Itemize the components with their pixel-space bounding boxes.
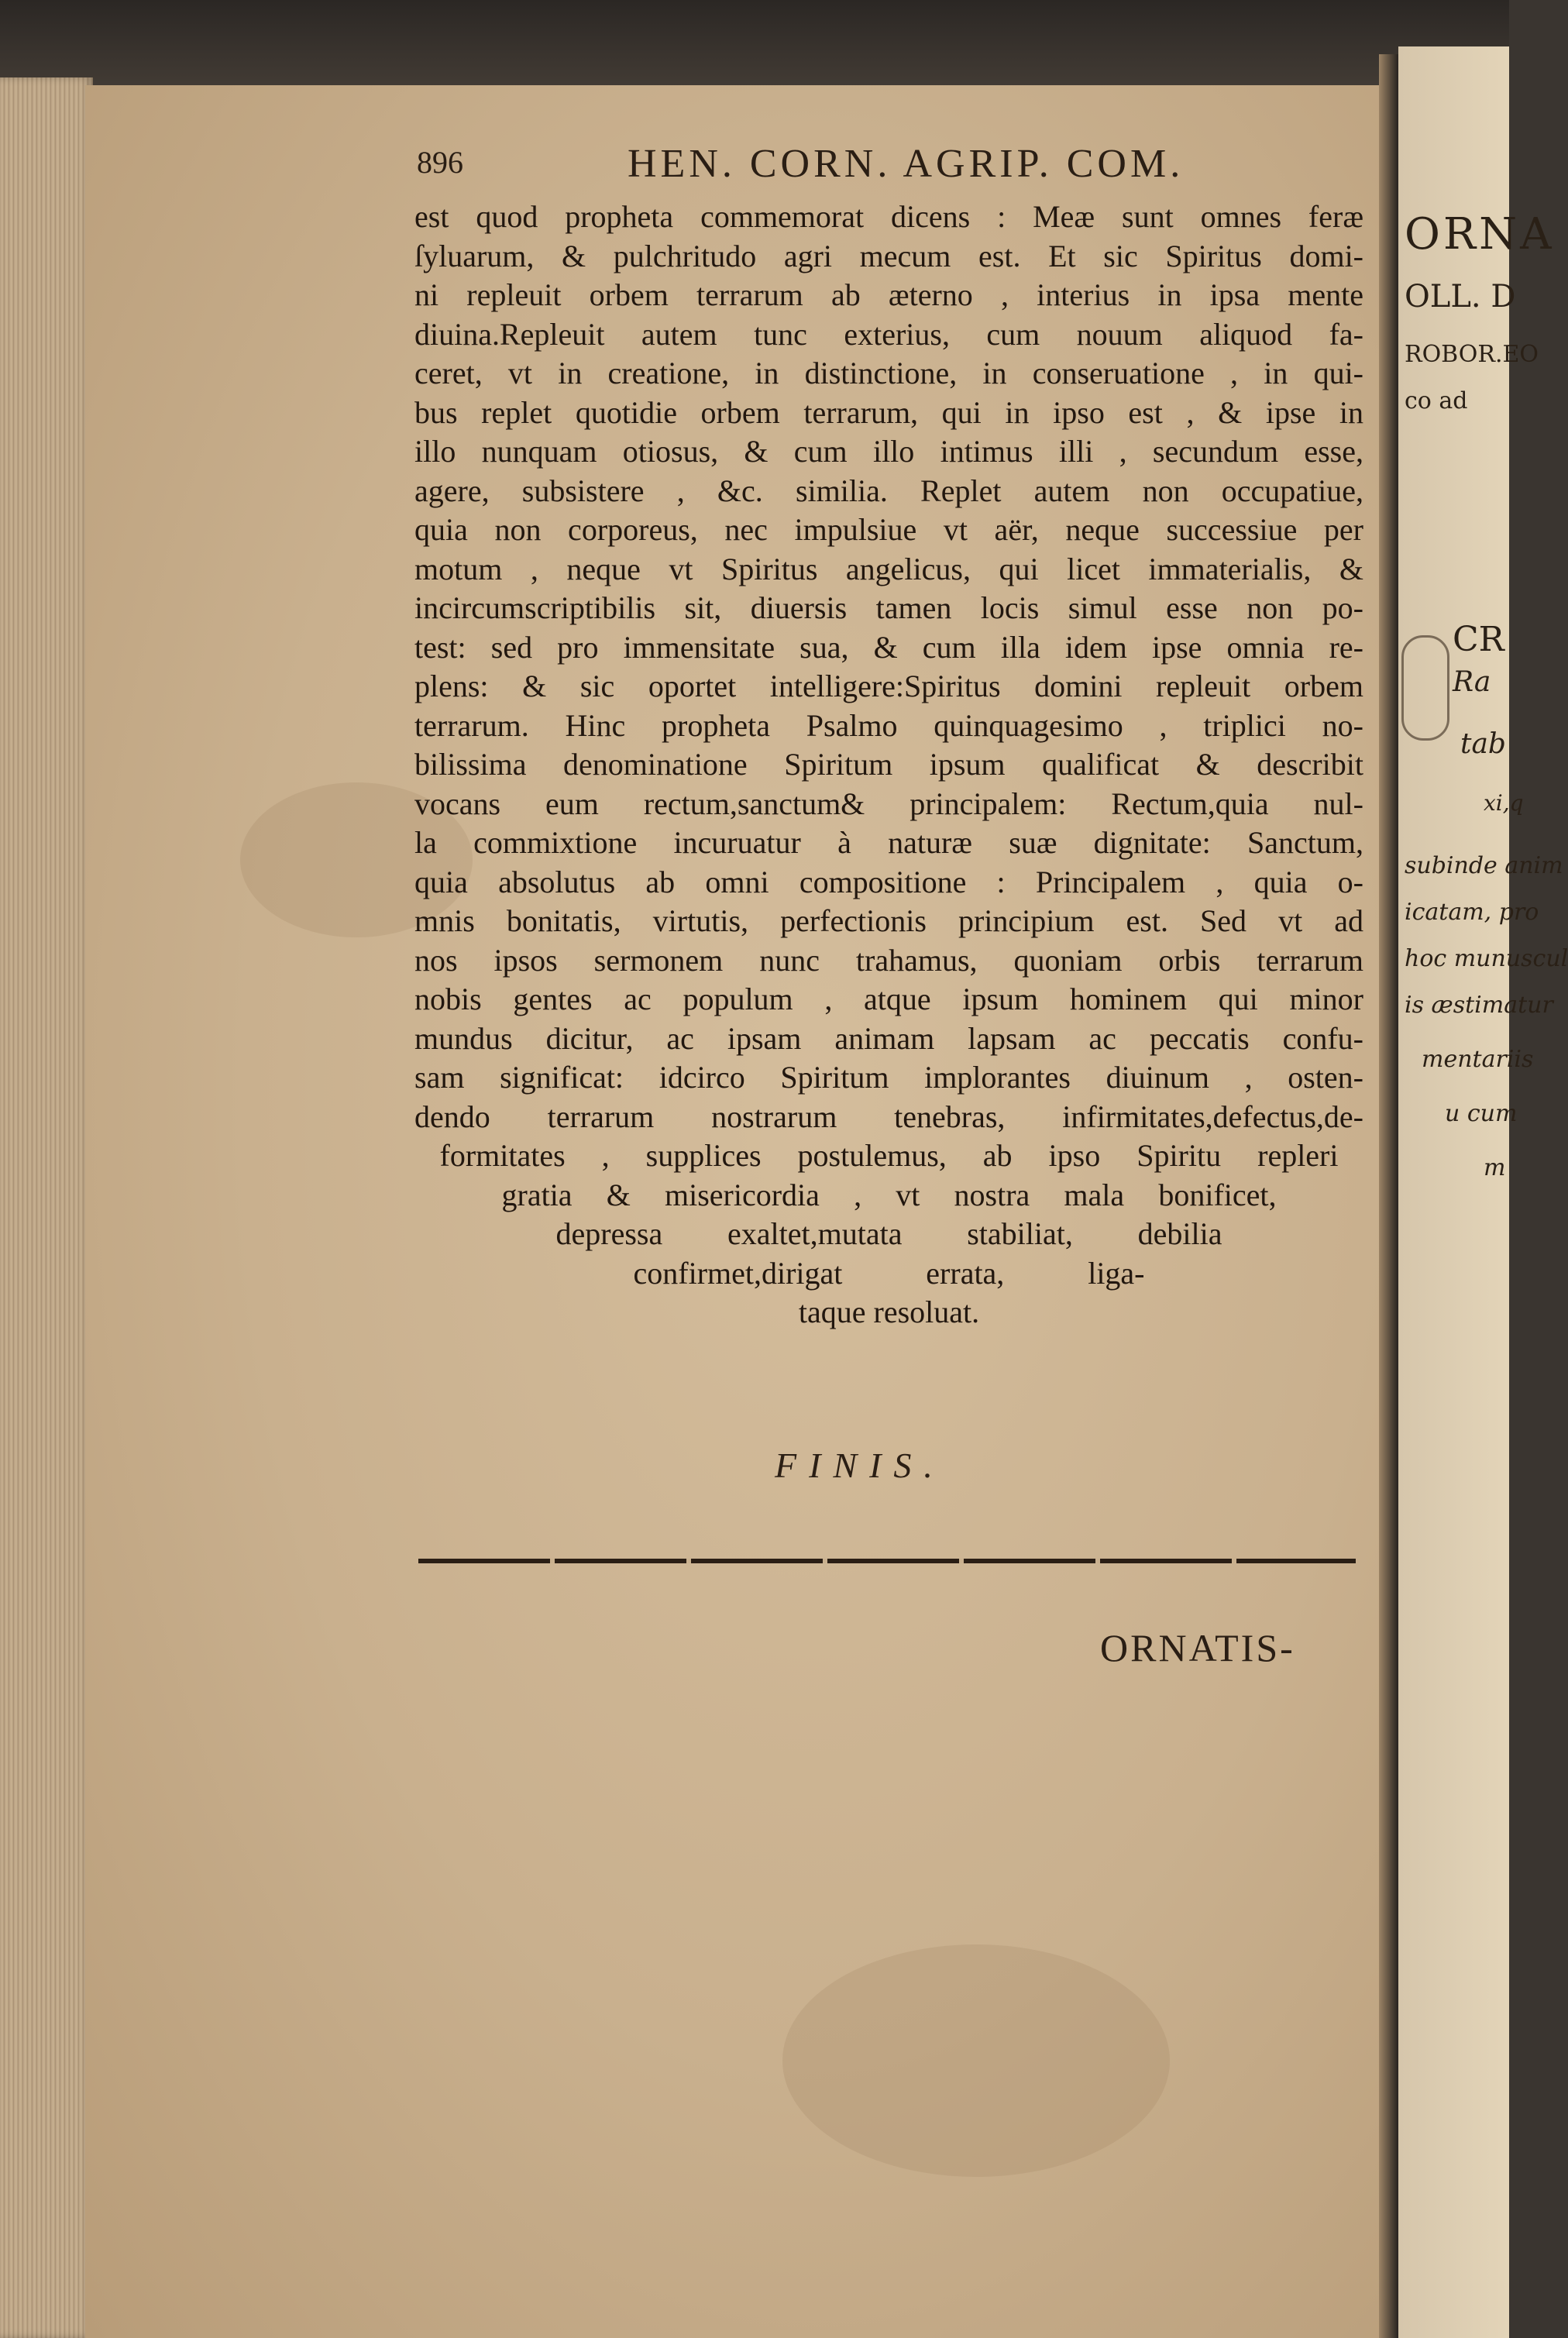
adjacent-line: hoc munuscul bbox=[1405, 945, 1568, 972]
adjacent-line: ORNA bbox=[1405, 209, 1555, 260]
decorative-initial bbox=[1401, 635, 1449, 741]
text-line: terrarum. Hinc propheta Psalmo quinquagesimo , triplici no- bbox=[414, 707, 1363, 743]
adjacent-line: CR bbox=[1453, 620, 1504, 659]
text-line: depressa exaltet,mutata stabiliat, debilia bbox=[555, 1216, 1222, 1251]
adjacent-line: icatam, pro bbox=[1405, 899, 1539, 926]
text-line: test: sed pro immensitate sua, & cum illa idem ipse omnia re- bbox=[414, 629, 1363, 665]
adjacent-line: mentariis bbox=[1422, 1046, 1534, 1073]
text-line: confirmet,dirigat errata, liga- bbox=[633, 1255, 1145, 1291]
text-line: bilissima denominatione Spiritum ipsum qualificat & describit bbox=[414, 747, 1363, 782]
adjacent-line: ROBOR.EO bbox=[1405, 341, 1539, 368]
finis-text: FINIS. bbox=[775, 1446, 945, 1485]
text-line: plens: & sic oportet intelligere:Spiritus domini repleuit orbem bbox=[414, 669, 1363, 703]
ornamental-rule bbox=[418, 1559, 1356, 1563]
text-line: incircumscriptibilis sit, diuersis tamen locis simul esse non po- bbox=[414, 590, 1363, 625]
main-text-block bbox=[414, 198, 1363, 1332]
text-line: motum , neque vt Spiritus angelicus, qui licet immaterialis, & bbox=[414, 551, 1363, 586]
text-line: agere, subsistere , &c. similia. Replet autem non occupatiue, bbox=[414, 473, 1363, 508]
adjacent-line: subinde anim bbox=[1405, 852, 1563, 879]
text-line: formitates , supplices postulemus, ab ipso Spiritu repleri bbox=[439, 1138, 1339, 1173]
text-line: dendo terrarum nostrarum tenebras, infirmitates,defectus,de- bbox=[414, 1099, 1363, 1134]
text-line: sam significat: idcirco Spiritum implorantes diuinum , osten- bbox=[414, 1060, 1363, 1095]
text-line: ni repleuit orbem terrarum ab æterno , interius in ipsa mente bbox=[414, 277, 1363, 312]
adjacent-line: xi,q bbox=[1484, 790, 1524, 816]
adjacent-line: tab bbox=[1460, 728, 1506, 760]
text-line: la commixtione incuruatur à naturæ suæ dignitate: Sanctum, bbox=[414, 825, 1363, 860]
catchword: ORNATIS- bbox=[1100, 1626, 1295, 1669]
book-page-edges bbox=[0, 77, 93, 2338]
text-line: quia non corporeus, nec impulsiue vt aër, neque successiue per bbox=[414, 512, 1363, 547]
text-line: est quod propheta commemorat dicens : Meæ sunt omnes feræ bbox=[414, 199, 1363, 234]
adjacent-line: m bbox=[1484, 1154, 1506, 1181]
text-line: gratia & misericordia , vt nostra mala bonificet, bbox=[501, 1177, 1277, 1212]
text-line: nobis gentes ac populum , atque ipsum hominem qui minor bbox=[414, 982, 1363, 1016]
text-line: diuina.Repleuit autem tunc exterius, cum nouum aliquod fa- bbox=[414, 316, 1363, 352]
text-line: taque resoluat. bbox=[798, 1294, 980, 1329]
text-line: ſyluarum, & pulchritudo agri mecum est. Et sic Spiritus domi- bbox=[414, 238, 1363, 273]
adjacent-line: is æstimatur bbox=[1405, 992, 1553, 1019]
text-line: quia absolutus ab omni compositione : Principalem , quia o- bbox=[414, 864, 1363, 899]
text-line: bus replet quotidie orbem terrarum, qui in ipso est , & ipse in bbox=[414, 394, 1363, 430]
paper-stain bbox=[782, 1944, 1170, 2177]
running-head: HEN. CORN. AGRIP. COM. bbox=[628, 142, 1185, 186]
text-line: mundus dicitur, ac ipsam animam lapsam ac peccatis confu- bbox=[414, 1020, 1363, 1056]
text-line: ceret, vt in creatione, in distinctione, in conseruatione , in qui- bbox=[414, 356, 1363, 390]
page-number: 896 bbox=[417, 145, 463, 180]
text-line: mnis bonitatis, virtutis, perfectionis principium est. Sed vt ad bbox=[414, 903, 1363, 938]
adjacent-line: co ad bbox=[1405, 387, 1468, 414]
adjacent-line: Ra bbox=[1453, 666, 1491, 698]
text-line: nos ipsos sermonem nunc trahamus, quoniam orbis terrarum bbox=[414, 942, 1363, 978]
text-line: illo nunquam otiosus, & cum illo intimus illi , secundum esse, bbox=[414, 434, 1363, 469]
adjacent-line: OLL. D bbox=[1405, 279, 1516, 315]
adjacent-line: u cum bbox=[1445, 1100, 1518, 1127]
adjacent-page bbox=[1398, 46, 1568, 2338]
text-line: vocans eum rectum,sanctum& principalem: Rectum,quia nul- bbox=[414, 786, 1363, 821]
